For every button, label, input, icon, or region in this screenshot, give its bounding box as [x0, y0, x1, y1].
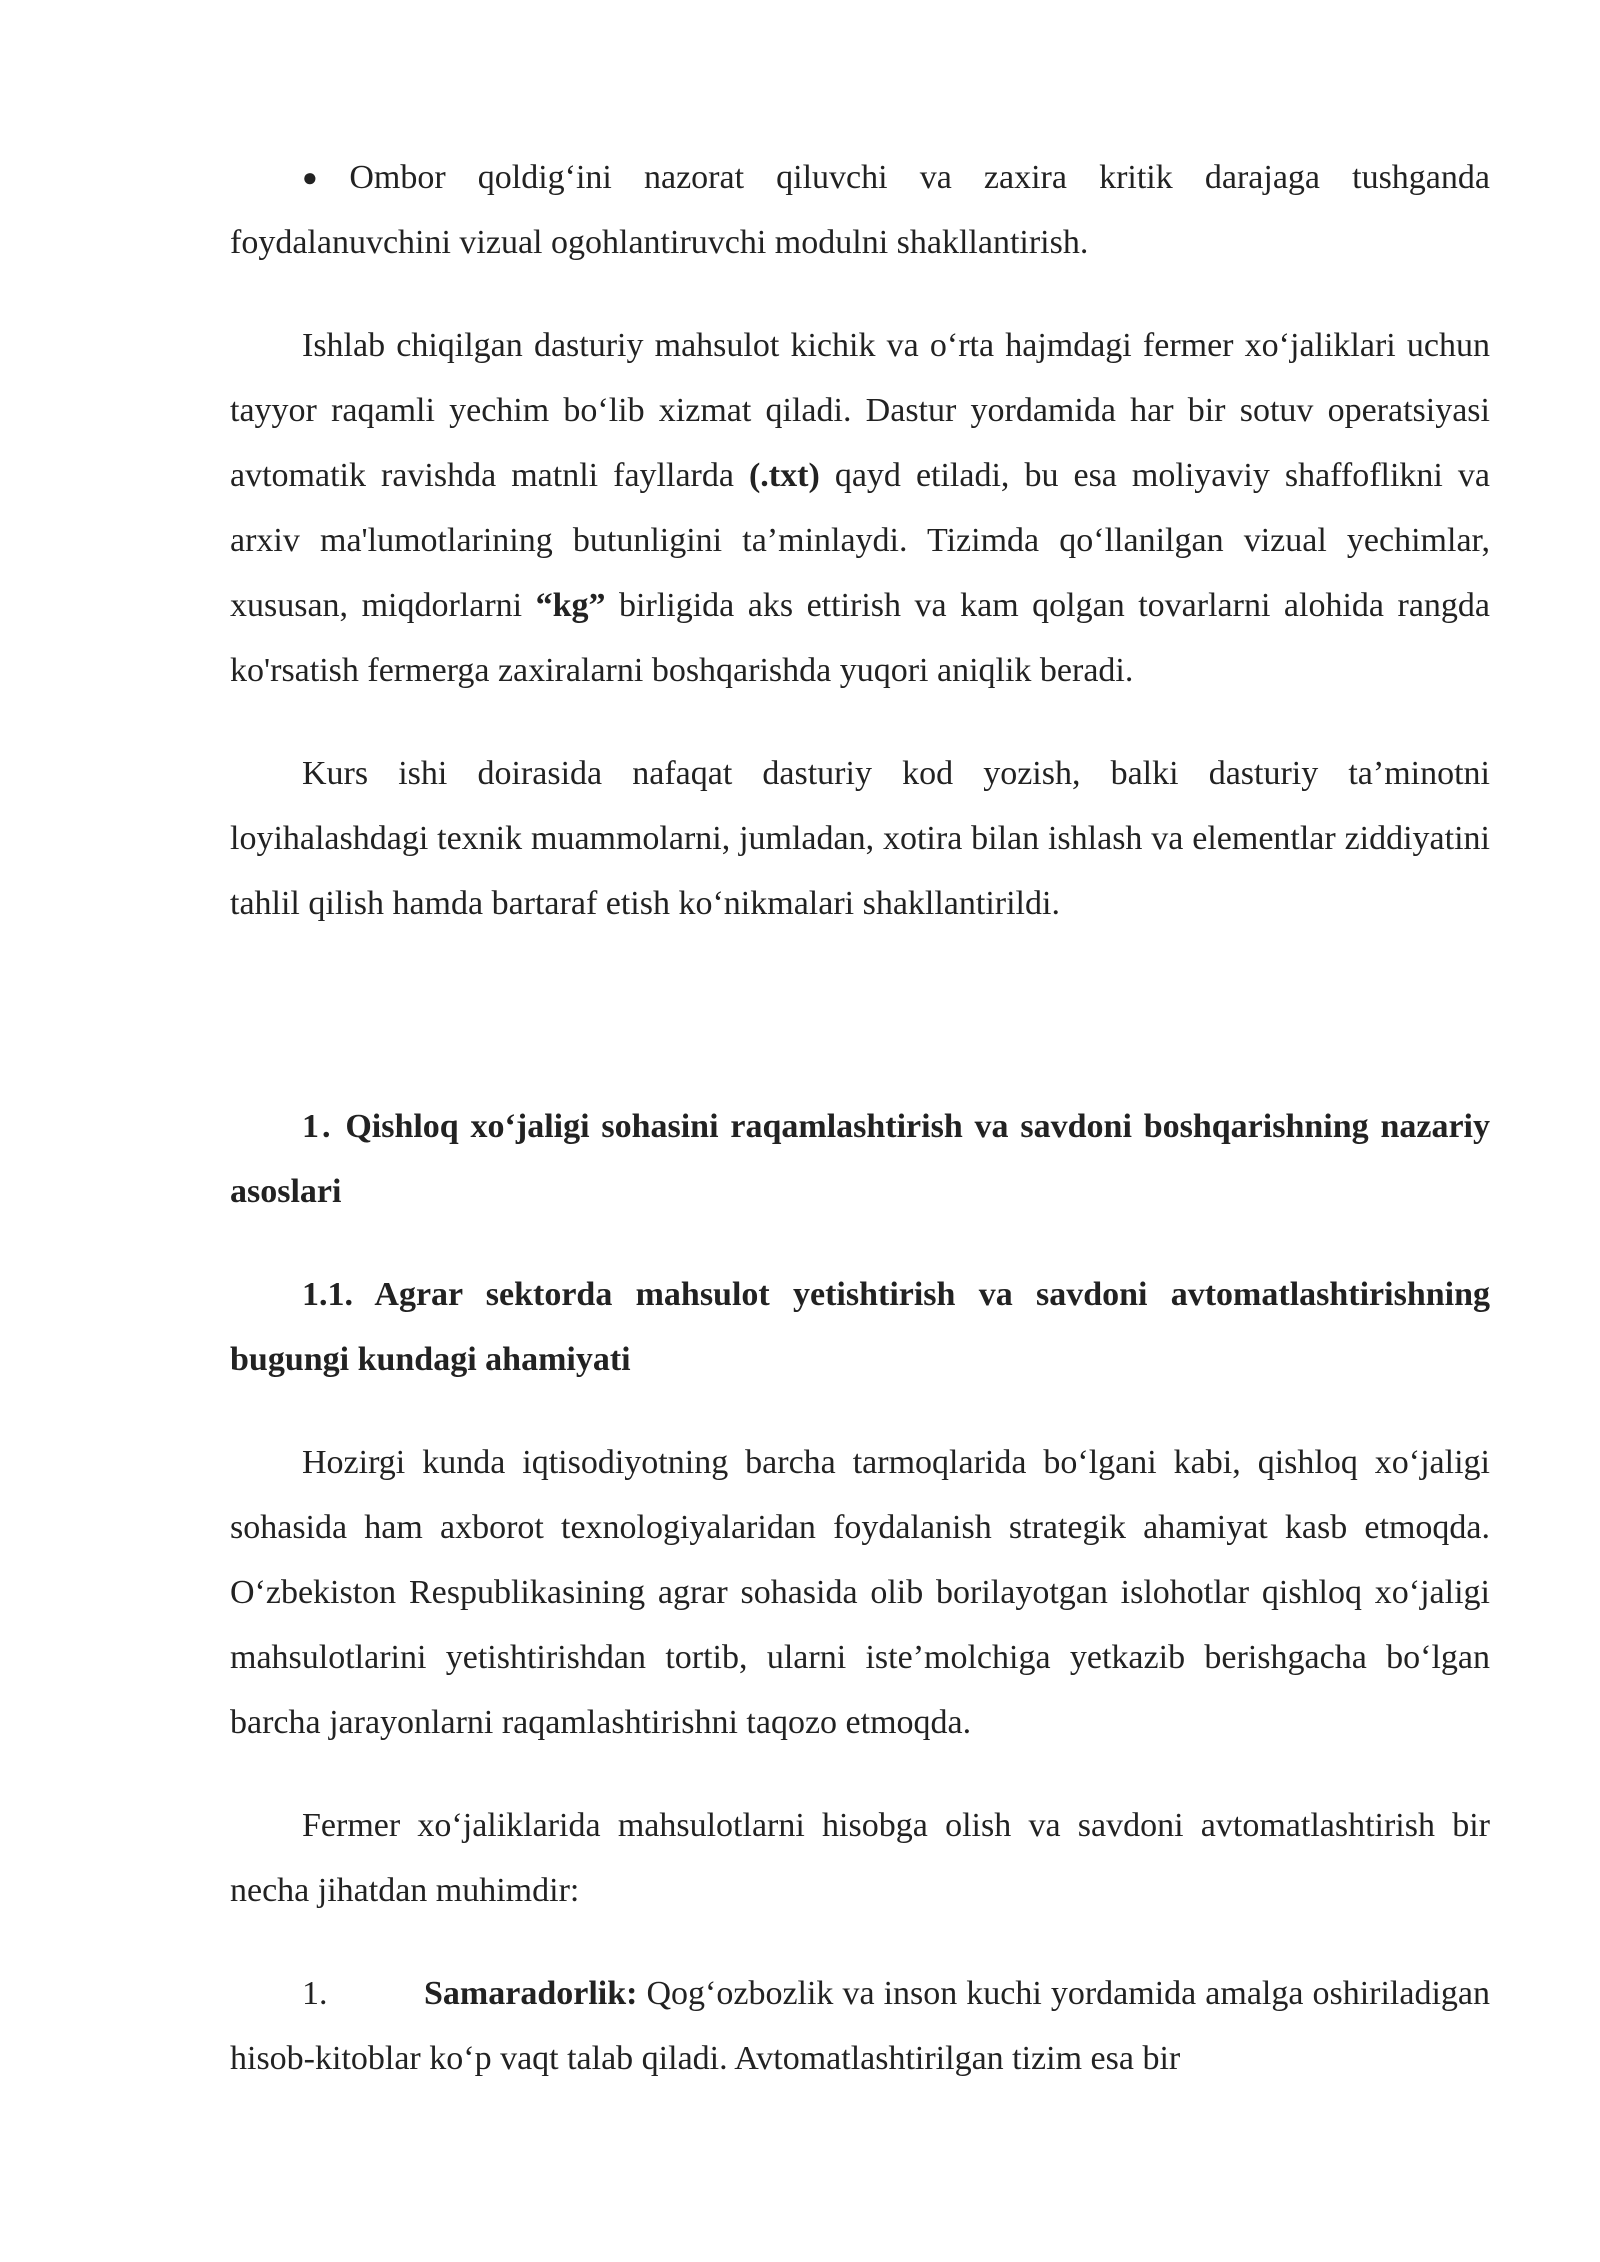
- chapter-heading: [230, 1094, 1490, 1224]
- list-item-efficiency: [230, 1961, 1490, 2091]
- intro-paragraph: Hozirgi kunda iqtisodiyotning barcha tarmoqlarida bo‘lgani kabi, qishloq xo‘jaligi sohasida ham axborot texnologiyalaridan foydalanish strategik ahamiyat kasb etmoqda. O‘zbekiston Respublikasining agrar sohasida olib borilayotgan islohotlar qishloq xo‘jaligi mahsulotlarini yetishtirishdan tortib, ularni iste’molchiga yetkazib berishgacha bo‘lgan barcha jarayonlarni raqamlashtirishni taqozo etmoqda.: [230, 1444, 1490, 1741]
- summary-text-part2: qayd etiladi, bu esa moliyaviy shaffoflikni va arxiv ma'lumotlarining butunligini ta’minlaydi. Tizimda qo‘llanilgan vizual yechimlar, xususan, miqdorlarni: [230, 457, 1490, 624]
- summary-paragraph: [230, 313, 1490, 703]
- bullet-text: Ombor qoldig‘ini nazorat qiluvchi va zaxira kritik darajaga tushganda foydalanuvchini vizual ogohlantiruvchi modulni shakllantirish.: [230, 159, 1490, 261]
- list-item-number: 1.: [302, 1975, 328, 2012]
- skills-paragraph: Kurs ishi doirasida nafaqat dasturiy kod yozish, balki dasturiy ta’minotni loyihalashdagi texnik muammolarni, jumladan, xotira bilan ishlash va elementlar ziddiyatini tahlil qilish hamda bartaraf etish ko‘nikmalari shakllantirildi.: [230, 755, 1490, 922]
- section-heading: 1.1. Agrar sektorda mahsulot yetishtirish va savdoni avtomatlashtirishning bugungi kundagi ahamiyati: [230, 1276, 1490, 1378]
- txt-extension-bold: (.txt): [748, 457, 820, 494]
- kg-unit-bold: “kg”: [535, 587, 606, 624]
- importance-paragraph: Fermer xo‘jaliklarida mahsulotlarni hisobga olish va savdoni avtomatlashtirish bir necha jihatdan muhimdir:: [230, 1807, 1490, 1909]
- chapter-title: Qishloq xo‘jaligi sohasini raqamlashtirish va savdoni boshqarishning nazariy asoslari: [230, 1108, 1490, 1210]
- list-item-label: Samaradorlik:: [424, 1975, 638, 2012]
- bullet-icon: ●: [302, 163, 342, 192]
- list-item-text: Qog‘ozbozlik va inson kuchi yordamida amalga oshiriladigan hisob-kitoblar ko‘p vaqt talab qiladi. Avtomatlashtirilgan tizim esa bir: [230, 1975, 1490, 2077]
- summary-text-part3: birligida aks ettirish va kam qolgan tovarlarni alohida rangda ko'rsatish fermerga zaxiralarni boshqarishda yuqori aniqlik beradi.: [230, 587, 1491, 689]
- chapter-number: 1.: [302, 1108, 334, 1145]
- bullet-paragraph: [230, 145, 1490, 275]
- page-content: [230, 145, 1490, 2129]
- summary-text-part1: Ishlab chiqilgan dasturiy mahsulot kichik va o‘rta hajmdagi fermer xo‘jaliklari uchun tayyor raqamli yechim bo‘lib xizmat qiladi. Dastur yordamida har bir sotuv operatsiyasi avtomatik ravishda matnli fayllarda: [230, 327, 1490, 494]
